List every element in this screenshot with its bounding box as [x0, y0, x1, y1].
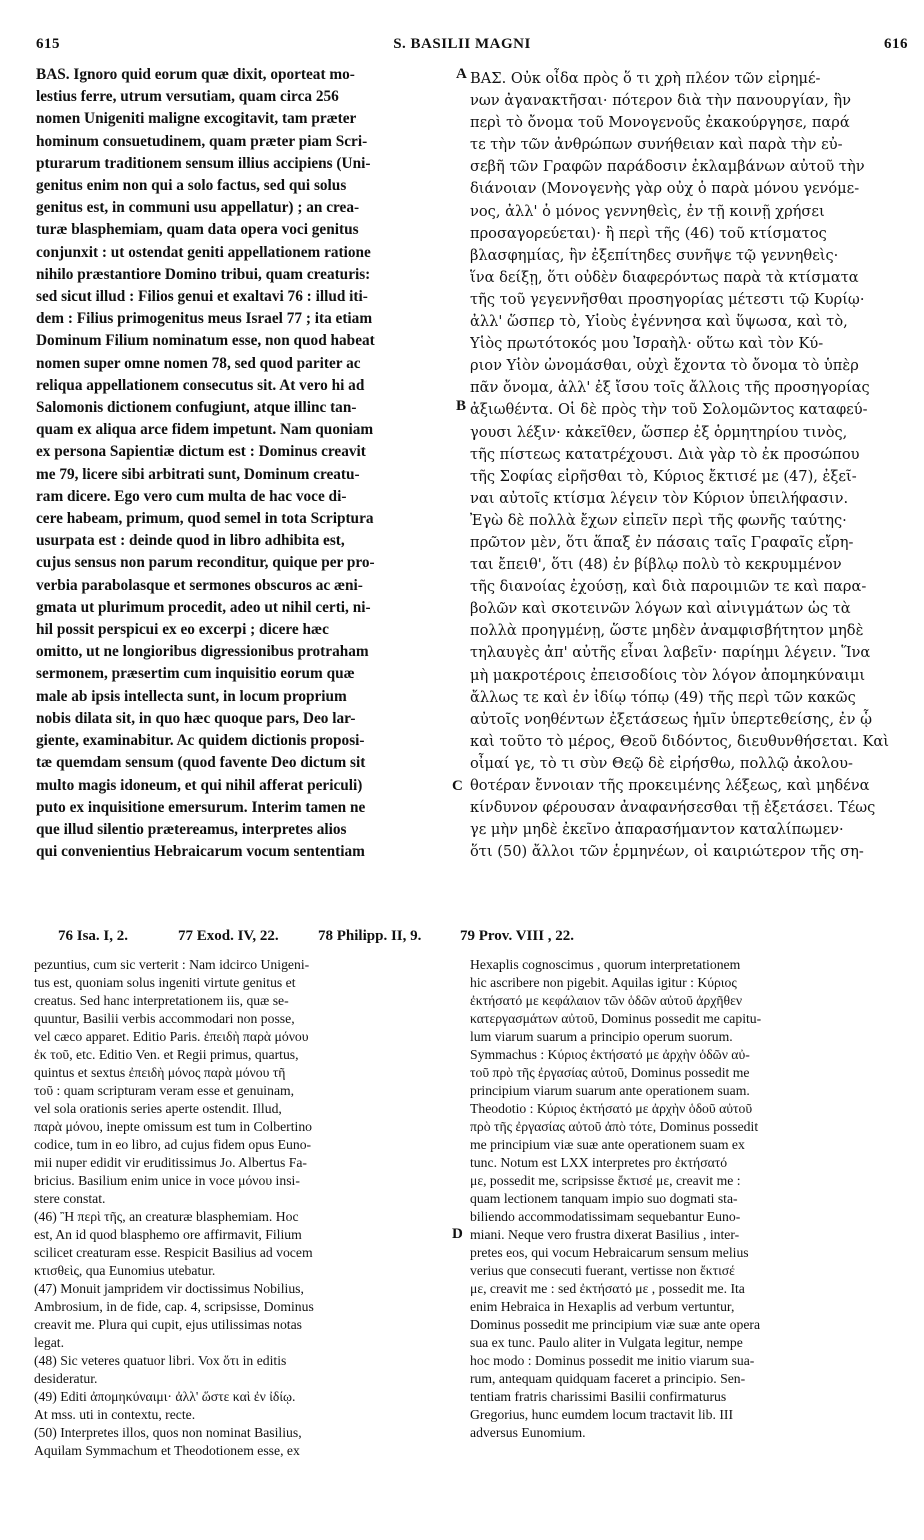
greek-text-line: κίνδυνον φέρουσαν ἀναφανήσεσθαι τῇ ἐξετάσει. Τέως — [470, 799, 876, 817]
note-line: Gregorius, hunc eumdem locum tractavit lib. III — [470, 1407, 734, 1422]
latin-text-line: Salomonis dictionem confugiunt, atque illinc tan- — [36, 399, 357, 417]
latin-text-line: conjunxit : ut ostendat geniti appellationem ratione — [36, 243, 371, 261]
greek-text-line: νων ἀγανακτῆσαι· πότερον διὰ τὴν πανουργίαν, ἣν — [470, 92, 852, 110]
note-line: biliendo accommodatissimam sequebantur Euno- — [470, 1209, 741, 1224]
page-number-left: 615 — [36, 36, 60, 52]
footnote-ref: 79 Prov. VIII , 22. — [460, 928, 575, 944]
latin-text-line: puto ex inquisitione emersurum. Interim tamen ne — [36, 798, 366, 816]
latin-text-line: quam ex aliqua arce fidem impetunt. Nam quoniam — [36, 421, 374, 439]
note-line: τοῦ πρὸ τῆς ἐργασίας αὐτοῦ, Dominus possedit me — [470, 1065, 750, 1080]
greek-text-line: τε τὴν τῶν ἀνθρώπων συνήθειαν καὶ παρὰ τὴν εὐ- — [470, 136, 843, 154]
greek-text-line: ΒΑΣ. Οὐκ οἶδα πρὸς ὅ τι χρὴ πλέον τῶν εἰρημέ- — [470, 70, 821, 87]
note-line: κατεργασμάτων αὐτοῦ, Dominus possedit me capitu- — [470, 1011, 762, 1026]
greek-text-line: μὴ μακροτέροις ἐπεισοδίοις τὸν λόγον ἀπομηκύναιμι — [470, 666, 866, 684]
greek-text-line: βολῶν καὶ σκοτεινῶν λόγων καὶ αἰνιγμάτων ὡς τὰ — [470, 600, 851, 618]
latin-text-line: ex persona Sapientiæ dictum est : Dominus creavit — [36, 443, 366, 461]
latin-text-line: lestius ferre, utrum versutiam, quam circa 256 — [36, 88, 339, 106]
note-line: ἐκτήσατό με κεφάλαιον τῶν ὁδῶν αὐτοῦ ἀρχῆθεν — [470, 993, 743, 1008]
greek-text-line: ριον Υἱὸν ὠνομάσθαι, οὐχὶ ἔχοντα τὸ ὄνομα τὸ ὑπὲρ — [470, 357, 859, 375]
latin-text-line: BAS. Ignoro quid eorum quæ dixit, oporteat mo- — [36, 66, 355, 83]
note-line: vel sola orationis series aperte ostendit. Illud, — [34, 1101, 282, 1116]
greek-text-line: ἀξιωθέντα. Οἱ δὲ πρὸς τὴν τοῦ Σολομῶντος καταφεύ- — [470, 401, 868, 419]
footnote-ref: 77 Exod. IV, 22. — [178, 928, 279, 944]
note-line: hoc modo : Dominus possedit me initio viarum sua- — [470, 1353, 755, 1368]
note-line: (46) Ἢ περὶ τῆς, an creaturæ blasphemiam. Hoc — [34, 1209, 299, 1224]
running-header — [0, 36, 924, 60]
latin-text-line: cujus sensus non parum reconditur, quique per pro- — [36, 554, 375, 572]
note-line: tentiam fratris charissimi Basilii confirmaturus — [470, 1389, 727, 1404]
latin-text-line: omitto, ut ne longioribus digressionibus protraham — [36, 643, 369, 661]
note-line: (50) Interpretes illos, quos non nominat Basilius, — [34, 1425, 302, 1440]
note-line: codice, tum in eo libro, ad cujus fidem opus Euno- — [34, 1137, 312, 1152]
greek-text-line: ἀλλ' ὥσπερ τὸ, Υἱοὺς ἐγέννησα καὶ ὕψωσα, καὶ τὸ, — [470, 313, 848, 331]
note-line: At mss. uti in contextu, recte. — [34, 1407, 196, 1422]
note-line: mii nuper edidit vir eruditissimus Jo. Albertus Fa- — [34, 1155, 307, 1170]
latin-text-line: giente, examinabitur. Ac quidem dictionis proposi- — [36, 732, 365, 750]
greek-text-line: τῆς τοῦ γεγεννῆσθαι προσηγορίας μέτεστι τῷ Κυρίῳ· — [470, 290, 865, 308]
note-line: miani. Neque vero frustra dixerat Basilius , inter- — [470, 1227, 740, 1242]
latin-text-line: nomen super omne nomen 78, sed quod pariter ac — [36, 354, 361, 372]
latin-text-line: nihilo præstantiore Domino tribui, quam creaturis: — [36, 265, 371, 283]
note-line: pretes eos, qui vocum Hebraicarum sensum melius — [470, 1245, 749, 1260]
note-line: principium viarum suarum ante operationem suam. — [470, 1083, 750, 1098]
note-line: adversus Eunomium. — [470, 1425, 586, 1440]
note-line: ἐκ τοῦ, etc. Editio Ven. et Regii primus, quartus, — [34, 1047, 299, 1062]
note-line: Aquilam Symmachum et Theodotionem esse, ex — [34, 1443, 300, 1458]
note-line: hic ascribere non pigebit. Aquilas igitur : Κύριος — [470, 975, 737, 990]
latin-text-line: ram dicere. Ego vero cum multa de hac voce di- — [36, 487, 347, 505]
greek-text-line: γε μὴν μηδὲ ἐκεῖνο ἀπαρασήμαντον καταλίπωμεν· — [470, 821, 844, 839]
latin-text-line: Dominum Filium nominatum esse, non quod habeat — [36, 332, 375, 350]
greek-text-line: σεβῆ τῶν Γραφῶν παράδοσιν ἐκλαμβάνων αὐτοῦ τὴν — [470, 158, 865, 176]
latin-text-line: hil possit perspicui ex eo excerpi ; dicere hæc — [36, 621, 329, 639]
greek-text-line: ται ἔπειθ', ὅτι (48) ἐν βίβλῳ πολὺ τὸ κεκρυμμένον — [470, 556, 842, 574]
latin-text-line: hominum consuetudinem, quam præter piam Scri- — [36, 132, 368, 150]
greek-text-line: τηλαυγὲς ἀπ' αὐτῆς εἶναι λαβεῖν· παρίημι λέγειν. Ἵνα — [470, 644, 871, 662]
greek-text-line: Υἱὸς πρωτότοκός μου Ἰσραὴλ· οὕτω καὶ τὸν Κύ- — [470, 335, 824, 353]
note-line: με, creavit me : sed ἐκτήσατό με , possedit me. Ita — [470, 1281, 745, 1296]
notes-left-column — [34, 956, 450, 1460]
latin-text-line: nomen Unigeniti maligne excogitavit, tam præter — [36, 110, 357, 128]
note-line: creatus. Sed hanc interpretationem iis, quæ se- — [34, 993, 289, 1008]
latin-text-line: genitus enim non qui a solo factus, sed qui solus — [36, 177, 347, 195]
greek-text-line: τῆς διανοίας ἐχούσῃ, καὶ διὰ παροιμιῶν τε καὶ παρα- — [470, 578, 867, 596]
note-line: παρὰ μόνου, inepte omissum est tum in Colbertino — [34, 1119, 313, 1134]
latin-text-line: tæ quemdam sensum (quod favente Deo dictum sit — [36, 754, 366, 772]
greek-text-line: ἵνα δείξῃ, ὅτι οὐδὲν διαφερόντως παρὰ τὰ κτίσματα — [470, 268, 859, 286]
note-line: quam lectionem tanquam impio suo dogmati sta- — [470, 1191, 738, 1206]
running-title: S. BASILII MAGNI — [393, 36, 531, 52]
greek-text-line: πολλὰ προηγμένῃ, ὥστε μηδὲν ἀναμφισβήτητον μηδὲ — [470, 622, 864, 640]
greek-text-line: αὐτοῖς νοηθέντων ἐξετάσεως ἡμῖν ὑπερτεθείσης, ἐν ᾧ — [470, 710, 872, 728]
greek-text-line: ναι αὐτοῖς κτίσμα λέγειν τὸν Κύριον ὑπειλήφασιν. — [470, 489, 849, 507]
note-line: (49) Editi ἀπομηκύναιμι· ἀλλ' ὥστε καὶ ἐν ἰδίῳ. — [34, 1389, 296, 1404]
note-line: quuntur, Basilii verbis accommodari non posse, — [34, 1011, 295, 1026]
note-line: Theodotio : Κύριος ἐκτήσατό με ἀρχὴν ὁδοῦ αὐτοῦ — [470, 1101, 753, 1116]
greek-text-line: καὶ τοῦτο τὸ μέρος, Θεοῦ διδόντος, διευθυνθήσεται. Καὶ — [470, 732, 889, 750]
greek-text-column — [470, 68, 912, 863]
greek-text-line: ὅτι (50) ἄλλοι τῶν ἑρμηνέων, οἱ καιριώτερον τῆς ση- — [470, 843, 864, 861]
note-line: scilicet creaturam esse. Respicit Basilius ad vocem — [34, 1245, 313, 1260]
latin-text-line: genitus est, in communi usu appellatur) ; an crea- — [36, 199, 360, 217]
note-line: verius que consecuti fuerant, vertisse non ἔκτισέ — [470, 1263, 735, 1278]
note-line: Ambrosium, in de fide, cap. 4, scripsisse, Dominus — [34, 1299, 314, 1314]
latin-text-line: me 79, licere sibi arbitrati sunt, Dominum creatu- — [36, 465, 360, 483]
greek-text-line: Ἐγὼ δὲ πολλὰ ἔχων εἰπεῖν περὶ τῆς φωνῆς ταύτης· — [470, 511, 847, 529]
note-line: sua ex tunc. Paulo aliter in Vulgata legitur, nempe — [470, 1335, 743, 1350]
greek-text-line: ἄλλως τε καὶ ἐν ἰδίῳ τόπῳ (49) τῆς περὶ τῶν κακῶς — [470, 688, 856, 706]
greek-text-line: πᾶν ὄνομα, ἀλλ' ἐξ ἴσου τοῖς ἄλλοις τῆς προσηγορίας — [470, 379, 870, 397]
note-line: stere constat. — [34, 1191, 106, 1206]
greek-text-line: οἶμαί γε, τὸ τι σὺν Θεῷ δὲ εἰρήσθω, πολλῷ ἀκολου- — [470, 754, 853, 772]
note-line: Symmachus : Κύριος ἐκτήσατό με ἀρχὴν ὁδῶν αὐ- — [470, 1047, 750, 1062]
greek-text-line: πρῶτον μὲν, ὅτι ἅπαξ ἐν πάσαις ταῖς Γραφαῖς εἴρη- — [470, 533, 854, 551]
page-number-right: 616 — [884, 36, 908, 52]
latin-text-line: sermonem, præsertim cum inquisitio eorum quæ — [36, 665, 355, 683]
footnote-ref: 76 Isa. I, 2. — [58, 928, 129, 944]
greek-text-line: περὶ τὸ ὄνομα τοῦ Μονογενοῦς ἐκακούργησε, παρά — [470, 114, 850, 132]
note-line: tunc. Notum est LXX interpretes pro ἐκτήσατό — [470, 1155, 728, 1170]
latin-text-line: nobis dilata sit, in quo hæc quoque pars, Deo lar- — [36, 709, 356, 727]
latin-text-line: que illud silentio prætereamus, interpretes alios — [36, 820, 347, 838]
greek-text-line: διάνοιαν (Μονογενὴς γὰρ οὐχ ὁ παρὰ μόνου γενόμε- — [470, 180, 860, 198]
margin-letter-d: D — [452, 1226, 463, 1242]
note-line: lum viarum suarum a principio operum suorum. — [470, 1029, 733, 1044]
margin-letter-b: B — [456, 398, 467, 414]
note-line: με, possedit me, scripsisse ἔκτισέ με, creavit me : — [470, 1173, 741, 1188]
latin-text-line: turæ blasphemiam, quam data opera voci genitus — [36, 221, 359, 239]
latin-text-line: sed sicut illud : Filios genui et exaltavi 76 : illud iti- — [36, 288, 368, 306]
greek-text-line: νος, ἀλλ' ὁ μόνος γεννηθεὶς, ἐν τῇ κοινῇ χρήσει — [470, 202, 825, 220]
latin-text-line: verbia parabolasque et sermones obscuros ac æni- — [36, 576, 363, 594]
note-line: me principium viæ suæ ante operationem suam ex — [470, 1137, 745, 1152]
notes-right-column — [470, 956, 912, 1442]
greek-text-line: βλασφημίας, ἣν ἐξεπίτηδες συνῆψε τῷ γεννηθεὶς· — [470, 246, 839, 264]
note-line: τοῦ : quam scripturam veram esse et genuinam, — [34, 1083, 295, 1098]
note-line: desideratur. — [34, 1371, 98, 1386]
latin-text-line: dem : Filius primogenitus meus Israel 77 ; ita etiam — [36, 310, 373, 328]
note-line: creavit me. Plura qui cupit, ejus utilissimas notas — [34, 1317, 303, 1332]
greek-text-line: τῆς Σοφίας εἰρῆσθαι τὸ, Κύριος ἔκτισέ με (47), ἐξεῖ- — [470, 467, 857, 485]
latin-text-line: pturarum traditionem sensum illius accipiens (Uni- — [36, 154, 371, 172]
greek-text-line: γουσι λέξιν· κἀκεῖθεν, ὥσπερ ἐξ ὁρμητηρίου τινὸς, — [470, 423, 848, 441]
note-line: legat. — [34, 1335, 65, 1350]
margin-letter-c: C — [452, 778, 463, 794]
greek-text-line: θοτέραν ἔννοιαν τῆς προκειμένης λέξεως, καὶ μηδένα — [470, 777, 870, 794]
latin-text-line: qui convenientius Hebraicarum vocum sententiam — [36, 843, 365, 861]
greek-text-line: τῆς πίστεως κατατρέχουσι. Διὰ γὰρ τὸ ἐκ προσώπου — [470, 445, 860, 463]
note-line: pezuntius, cum sic verterit : Nam idcirco Unigeni- — [34, 957, 310, 972]
note-line: tus est, quoniam solus ingeniti virtute genitus et — [34, 975, 296, 990]
latin-text-line: cere habeam, primum, quod semel in tota Scriptura — [36, 510, 374, 528]
note-line: (47) Monuit jampridem vir doctissimus Nobilius, — [34, 1281, 304, 1296]
note-line: πρὸ τῆς ἐργασίας αὐτοῦ ἀπὸ τότε, Dominus possedit — [470, 1119, 759, 1134]
note-line: enim Hebraica in Hexaplis ad verbum vertuntur, — [470, 1299, 735, 1314]
latin-text-line: reliqua appellationem consecutus sit. At vero hi ad — [36, 376, 365, 394]
latin-text-column — [36, 64, 454, 863]
latin-text-line: gmata ut plurimum procedit, adeo ut nihil certi, ni- — [36, 598, 371, 616]
latin-text-line: male ab ipsis intellecta sunt, in locum proprium — [36, 687, 347, 705]
note-line: Dominus possedit me principium viæ suæ ante opera — [470, 1317, 761, 1332]
footnote-ref: 78 Philipp. II, 9. — [318, 928, 422, 944]
note-line: Hexaplis cognoscimus , quorum interpretationem — [470, 957, 741, 972]
note-line: bricius. Basilium enim unice in voce μόνου insi- — [34, 1173, 300, 1188]
latin-text-line: usurpata est : deinde quod in libro adhibita est, — [36, 532, 345, 550]
note-line: κτισθεὶς, qua Eunomius utebatur. — [34, 1263, 216, 1278]
note-line: quintus et sextus ἐπειδὴ μόνος παρὰ μόνου τῆ — [34, 1065, 286, 1080]
note-line: (48) Sic veteres quatuor libri. Vox ὅτι in editis — [34, 1353, 287, 1368]
note-line: est, An id quod blasphemo ore affirmavit, Filium — [34, 1227, 302, 1242]
latin-text-line: multo magis idoneum, et qui nihil afferat periculi) — [36, 776, 363, 794]
margin-letter-a: A — [456, 66, 467, 82]
note-line: vel cæco apparet. Editio Paris. ἐπειδὴ παρὰ μόνου — [34, 1029, 309, 1044]
greek-text-line: προσαγορεύεται)· ἢ περὶ τῆς (46) τοῦ κτίσματος — [470, 224, 827, 242]
note-line: rum, antequam quidquam faceret a principio. Sen- — [470, 1371, 746, 1386]
